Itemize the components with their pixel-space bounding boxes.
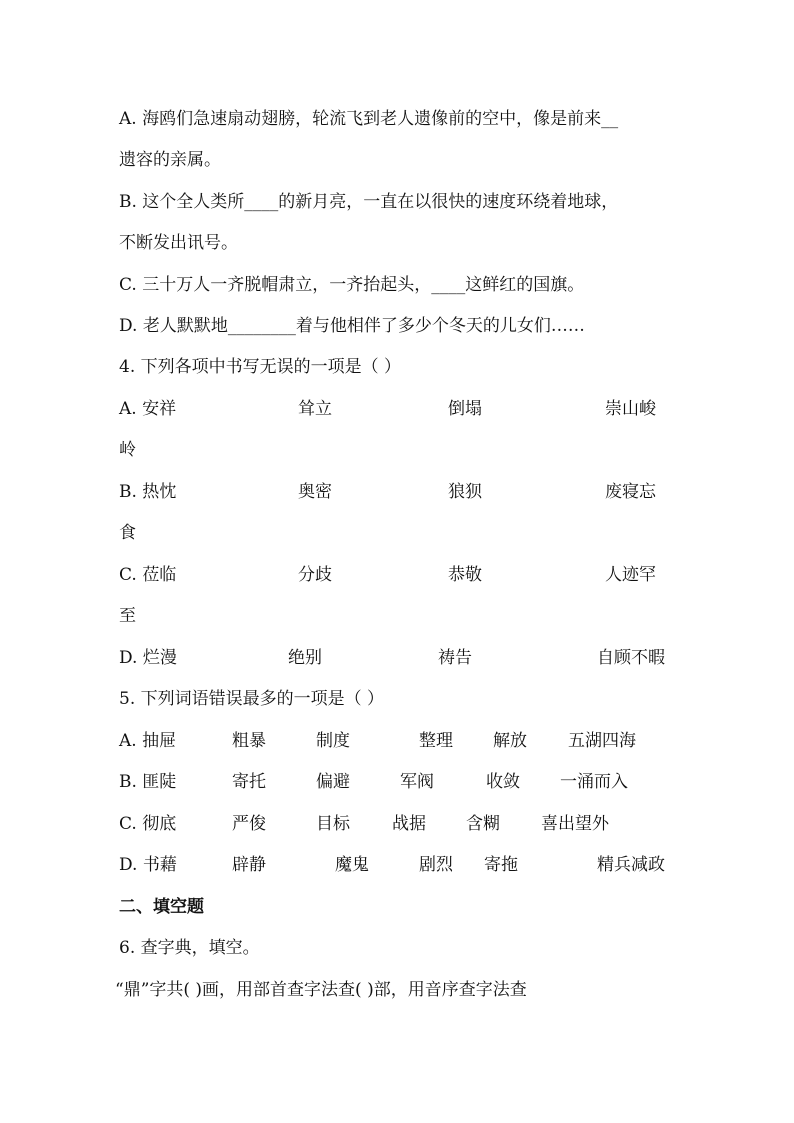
- q4-b-word-4-cont: 食: [119, 523, 136, 543]
- q5-d-word-1: D. 书藉: [119, 855, 177, 875]
- q5-d-word-4: 剧烈: [419, 855, 453, 875]
- q5-d-word-6: 精兵减政: [597, 855, 665, 875]
- q4-b-word-4: 废寝忘: [605, 482, 656, 502]
- q4-b-word-1: B. 热忱: [119, 482, 177, 502]
- q4-d-word-2: 绝别: [288, 648, 322, 668]
- q4-c-word-2: 分歧: [298, 565, 332, 585]
- q5-b-word-6: 一涌而入: [560, 772, 628, 792]
- q4-stem: 4. 下列各项中书写无误的一项是（ ）: [119, 357, 402, 377]
- q5-c-word-6: 喜出望外: [541, 814, 609, 834]
- q5-a-word-1: A. 抽屉: [119, 731, 177, 751]
- q6-stem: 6. 查字典，填空。: [119, 938, 260, 958]
- q4-a-word-2: 耸立: [298, 399, 332, 419]
- q3-option-b-line2: 不断发出讯号。: [119, 233, 238, 253]
- section-heading: 二、填空题: [119, 897, 204, 917]
- q5-a-word-5: 解放: [493, 731, 527, 751]
- q4-a-word-4: 崇山峻: [605, 399, 656, 419]
- q3-option-d: D. 老人默默地________着与他相伴了多少个冬天的儿女们……: [119, 316, 585, 336]
- q4-c-word-4: 人迹罕: [605, 565, 656, 585]
- q5-a-word-4: 整理: [419, 731, 453, 751]
- q5-c-word-2: 严俊: [232, 814, 266, 834]
- q4-b-word-3: 狼狈: [448, 482, 482, 502]
- q5-a-word-6: 五湖四海: [568, 731, 636, 751]
- q4-c-word-4-cont: 至: [119, 606, 136, 626]
- q3-option-a-line2: 遗容的亲属。: [119, 150, 221, 170]
- q5-a-word-2: 粗暴: [232, 731, 266, 751]
- q3-option-a-line1: A. 海鸥们急速扇动翅膀，轮流飞到老人遗像前的空中，像是前来__: [119, 109, 619, 129]
- q5-c-word-1: C. 彻底: [119, 814, 177, 834]
- q4-d-word-4: 自顾不暇: [597, 648, 665, 668]
- q5-c-word-5: 含糊: [466, 814, 500, 834]
- q4-a-word-3: 倒塌: [448, 399, 482, 419]
- q4-d-word-3: 祷告: [438, 648, 472, 668]
- q5-a-word-3: 制度: [316, 731, 350, 751]
- q5-b-word-3: 偏避: [316, 772, 350, 792]
- q4-c-word-1: C. 莅临: [119, 565, 177, 585]
- q5-d-word-5: 寄拖: [484, 855, 518, 875]
- q3-option-b-line1: B. 这个全人类所____的新月亮，一直在以很快的速度环绕着地球，: [119, 192, 619, 212]
- q4-a-word-4-cont: 岭: [119, 440, 136, 460]
- q5-c-word-4: 战据: [392, 814, 426, 834]
- q4-d-word-1: D. 烂漫: [119, 648, 177, 668]
- q5-stem: 5. 下列词语错误最多的一项是（ ）: [119, 689, 385, 709]
- q4-c-word-3: 恭敬: [448, 565, 482, 585]
- q5-d-word-3: 魔鬼: [335, 855, 369, 875]
- q5-c-word-3: 目标: [316, 814, 350, 834]
- q6-fill-line: “鼎”字共( )画，用部首查字法查( )部，用音序查字法查: [115, 980, 527, 1000]
- q5-b-word-2: 寄托: [232, 772, 266, 792]
- q5-d-word-2: 辟静: [232, 855, 266, 875]
- q5-b-word-5: 收敛: [486, 772, 520, 792]
- q5-b-word-4: 军阀: [400, 772, 434, 792]
- q3-option-c: C. 三十万人一齐脱帽肃立，一齐抬起头，____这鲜红的国旗。: [119, 275, 585, 295]
- q4-b-word-2: 奥密: [298, 482, 332, 502]
- q4-a-word-1: A. 安祥: [119, 399, 177, 419]
- q5-b-word-1: B. 匪陡: [119, 772, 177, 792]
